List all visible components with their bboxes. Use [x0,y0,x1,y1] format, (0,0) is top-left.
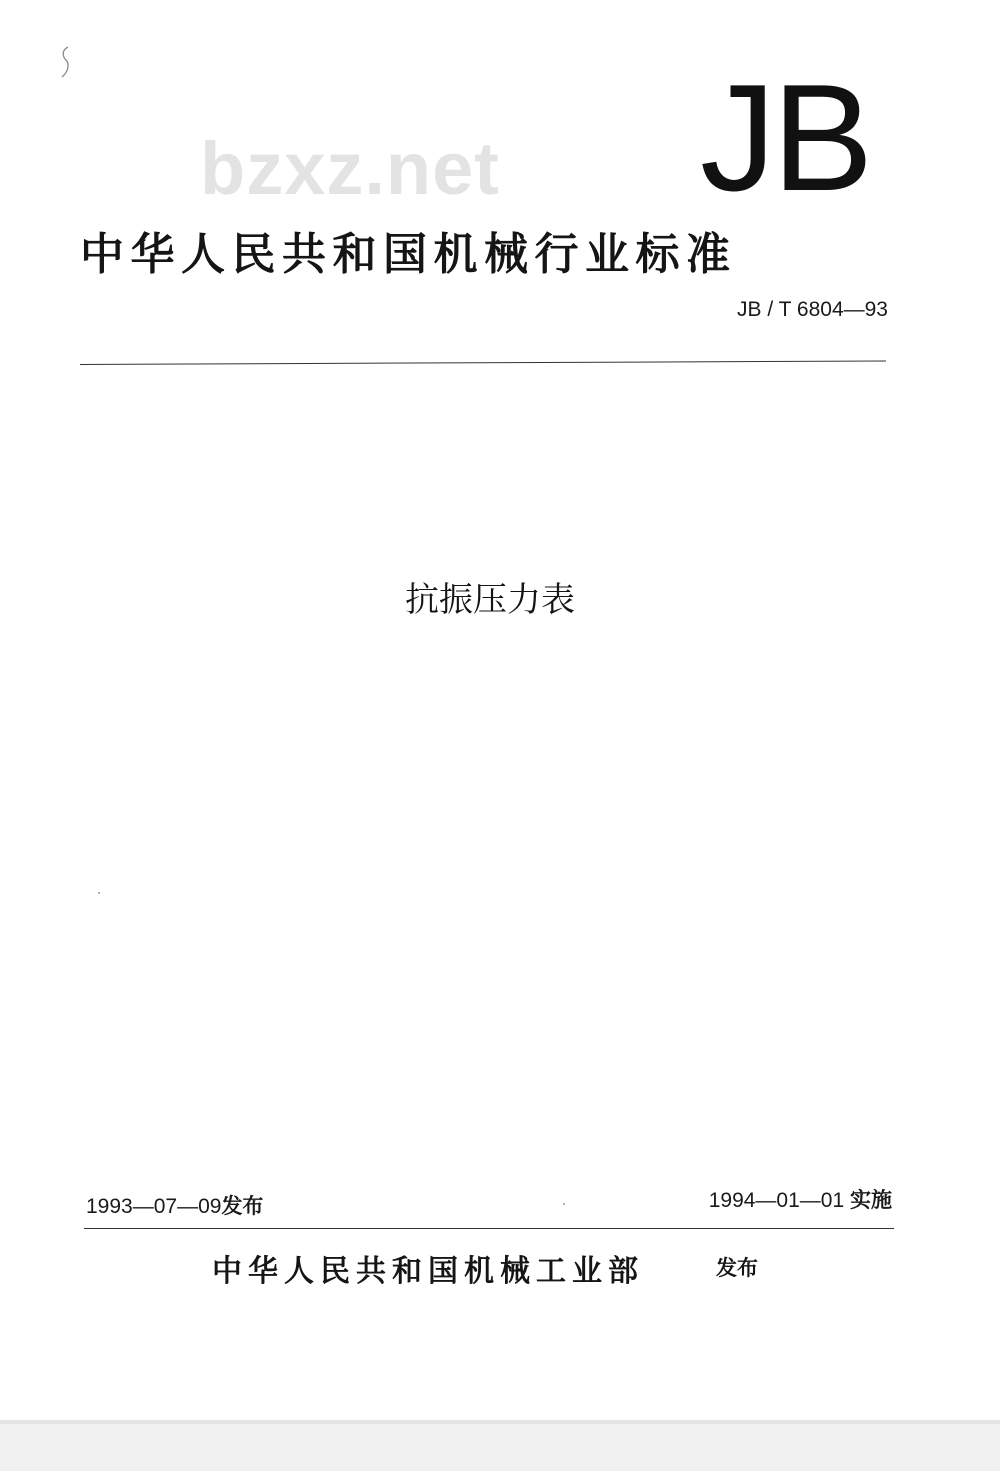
issuer-name: 中华人民共和国机械工业部 [212,1254,644,1289]
watermark: bzxz.net [200,127,500,210]
standard-code: JB / T 6804—93 [737,298,888,321]
scan-border-edge [0,1420,1000,1424]
implement-date: 1994—01—01 [708,1189,845,1212]
scan-border [0,1420,1000,1471]
bottom-divider [84,1228,894,1229]
top-divider [80,360,886,365]
publish-date-line [86,1190,263,1220]
jb-logo: JB [700,53,870,223]
implement-label: 实施 [850,1188,892,1212]
standard-title: 中华人民共和国机械行业标准 [80,229,737,280]
pencil-mark [58,44,72,80]
publish-date: 1993—07—09 [86,1195,222,1218]
document-title: 抗振压力表 [405,580,575,620]
implement-date-line [709,1184,892,1214]
scan-speck [98,892,100,894]
issuer-suffix: 发布 [716,1256,758,1280]
scan-speck [563,1203,565,1205]
publish-label: 发布 [221,1194,264,1218]
